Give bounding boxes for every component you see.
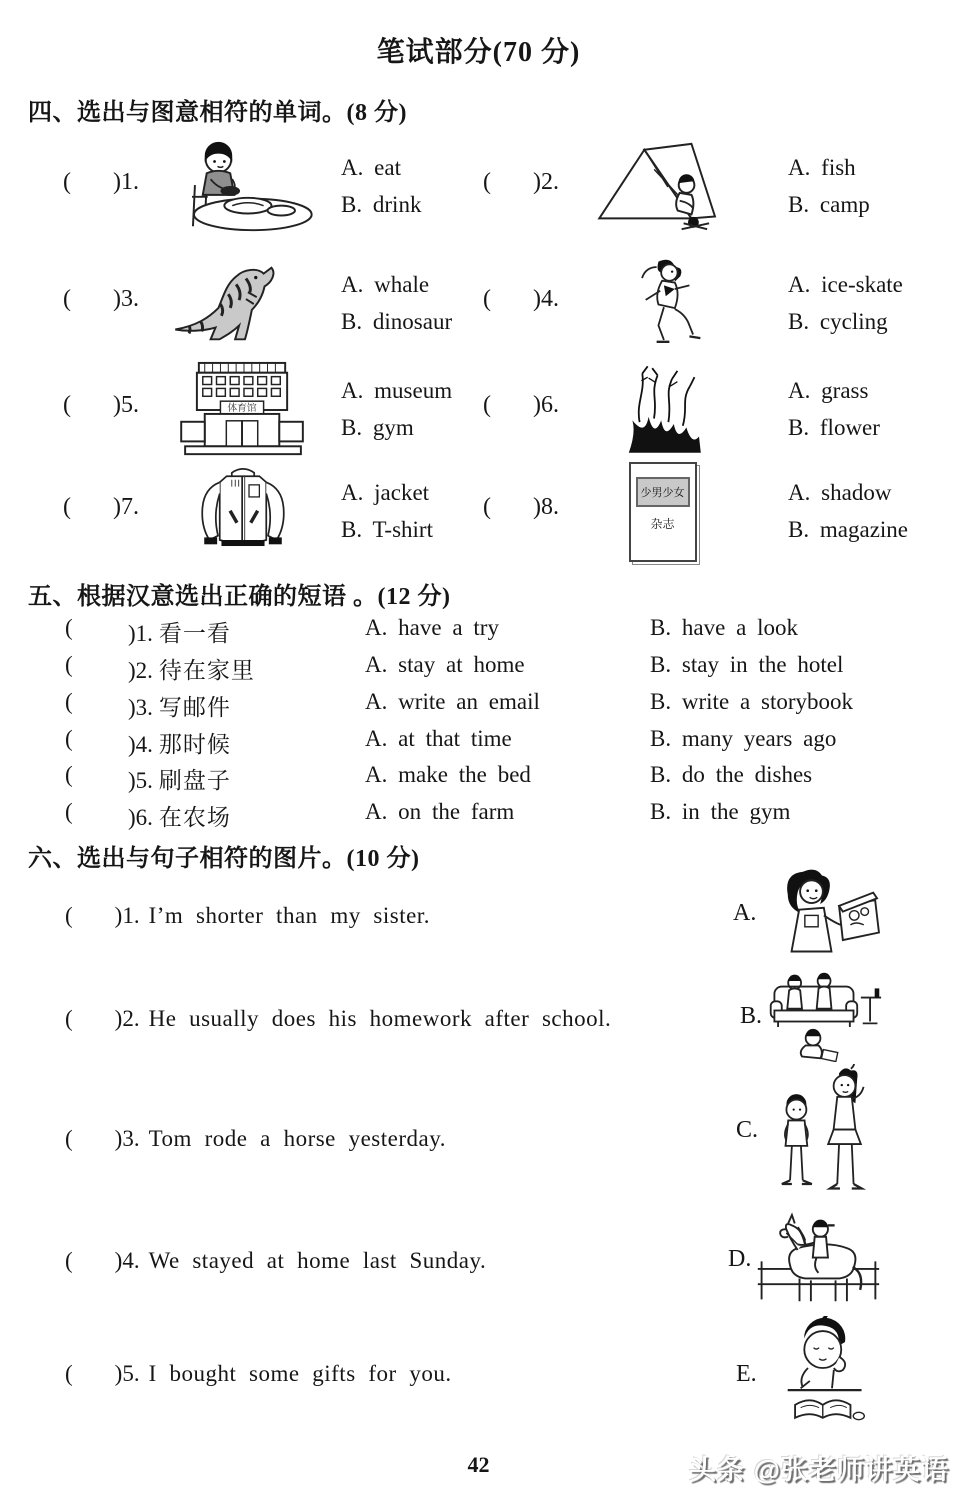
answer-blank xyxy=(63,392,139,419)
option-a: A. jacket xyxy=(341,480,430,505)
answer-blank-open: ( xyxy=(65,1361,73,1386)
sentence: I bought some gifts for you. xyxy=(148,1361,452,1386)
option-b: B. write a storybook xyxy=(650,689,853,714)
s5-question-4 xyxy=(0,726,957,760)
s5-question-6 xyxy=(0,799,957,833)
options xyxy=(341,474,433,548)
option-b: B. do the dishes xyxy=(650,762,813,787)
options xyxy=(788,372,880,446)
section4-heading: 四、选出与图意相符的单词。(8 分) xyxy=(28,100,407,126)
s4-question-5 xyxy=(63,356,533,466)
picture-option-d xyxy=(728,1212,882,1307)
answer-blank-open: ( xyxy=(483,286,491,312)
answer-blank-open: ( xyxy=(65,1248,73,1273)
boy-eating-illustration xyxy=(155,135,330,239)
answer-blank-open: ( xyxy=(63,169,71,195)
option-a: A. fish xyxy=(788,155,856,180)
magazine-illustration xyxy=(575,460,750,564)
options xyxy=(341,266,452,340)
question-number: )5. xyxy=(113,392,139,418)
dinosaur-illustration xyxy=(155,252,330,356)
answer-blank-open: ( xyxy=(483,494,491,520)
answer-blank-open: ( xyxy=(65,1006,73,1031)
magazine-cover-subtitle: 杂志 xyxy=(650,517,675,531)
gym-building-illustration xyxy=(155,358,330,462)
grass-illustration xyxy=(575,358,750,462)
option-b: B. dinosaur xyxy=(341,309,453,334)
option-a: A. museum xyxy=(341,378,453,403)
answer-blank-open: ( xyxy=(65,799,73,824)
question-number-and-chinese: )3. 写邮件 xyxy=(128,695,231,720)
answer-blank-open: ( xyxy=(65,762,73,787)
question-number: )3. xyxy=(114,1126,140,1151)
answer-blank-open: ( xyxy=(65,652,73,677)
s5-question-1 xyxy=(0,615,957,649)
options xyxy=(341,372,452,446)
section6-heading: 六、选出与句子相符的图片。(10 分) xyxy=(28,846,420,872)
camping-tent-illustration xyxy=(575,135,750,239)
options xyxy=(788,266,903,340)
chinese-phrase: 在农场 xyxy=(158,805,231,830)
option-a: A. on the farm xyxy=(365,799,515,824)
s4-question-4 xyxy=(483,250,953,360)
sentence: We stayed at home last Sunday. xyxy=(148,1248,487,1273)
option-a: A. whale xyxy=(341,272,430,297)
s6-question-2 xyxy=(65,1006,611,1032)
answer-blank-open: ( xyxy=(63,392,71,418)
picture-option-b xyxy=(740,970,885,1062)
picture-option-c xyxy=(736,1064,879,1196)
option-b: B. in the gym xyxy=(650,799,791,824)
jacket-illustration xyxy=(155,460,330,564)
s6-question-1 xyxy=(65,903,430,929)
question-number-and-chinese: )1. 看一看 xyxy=(128,621,231,646)
option-b: B. have a look xyxy=(650,615,799,640)
watermark: 头条 @张老师讲英语 xyxy=(689,1455,949,1485)
option-a: A. ice-skate xyxy=(788,272,903,297)
answer-blank xyxy=(483,286,559,313)
question-number: )6. xyxy=(533,392,559,418)
s4-question-6 xyxy=(483,356,953,466)
answer-blank xyxy=(483,169,559,196)
answer-blank-open: ( xyxy=(65,689,73,714)
answer-blank-open: ( xyxy=(65,615,73,640)
s4-question-2 xyxy=(483,133,953,243)
answer-blank-open: ( xyxy=(483,169,491,195)
option-a: A. eat xyxy=(341,155,401,180)
chinese-phrase: 刷盘子 xyxy=(158,768,231,793)
answer-blank-open: ( xyxy=(65,903,73,928)
options xyxy=(788,474,908,548)
s5-question-3 xyxy=(0,689,957,723)
question-number-and-chinese: )5. 刷盘子 xyxy=(128,768,231,793)
picture-letter: A. xyxy=(733,900,757,926)
option-a: A. shadow xyxy=(788,480,892,505)
family-on-sofa-illustration xyxy=(765,970,885,1062)
gym-sign-text: 体育馆 xyxy=(226,402,257,414)
answer-blank-open: ( xyxy=(63,494,71,520)
chinese-phrase: 看一看 xyxy=(158,621,231,646)
option-b: B. camp xyxy=(788,192,870,217)
page-title: 笔试部分(70 分) xyxy=(376,37,581,68)
sentence: He usually does his homework after school. xyxy=(148,1006,612,1031)
answer-blank xyxy=(483,494,559,521)
girl-ice-skating-illustration xyxy=(575,252,750,356)
s4-question-1 xyxy=(63,133,533,243)
s4-question-8 xyxy=(483,458,953,568)
option-a: A. grass xyxy=(788,378,869,403)
option-b: B. magazine xyxy=(788,517,909,542)
child-doing-homework-illustration xyxy=(760,1316,880,1432)
option-b: B. stay in the hotel xyxy=(650,652,844,677)
question-number: )5. xyxy=(114,1361,140,1386)
options xyxy=(788,149,870,223)
answer-blank-open: ( xyxy=(65,1126,73,1151)
option-a: A. write an email xyxy=(365,689,540,714)
option-b: B. T-shirt xyxy=(341,517,433,542)
chinese-phrase: 那时候 xyxy=(158,732,231,757)
answer-blank xyxy=(63,286,139,313)
option-a: A. at that time xyxy=(365,726,512,751)
magazine-cover-title: 少男少女 xyxy=(636,477,690,507)
question-number: )1. xyxy=(113,169,139,195)
option-b: B. flower xyxy=(788,415,880,440)
picture-letter: C. xyxy=(736,1116,759,1143)
option-a: A. stay at home xyxy=(365,652,525,677)
answer-blank-open: ( xyxy=(483,392,491,418)
s5-question-5 xyxy=(0,762,957,796)
magazine-cover xyxy=(629,462,697,562)
chinese-phrase: 待在家里 xyxy=(158,658,255,683)
question-number: )2. xyxy=(114,1006,140,1031)
rider-on-horse-illustration xyxy=(754,1212,882,1307)
options xyxy=(341,149,421,223)
option-b: B. gym xyxy=(341,415,414,440)
s4-question-3 xyxy=(63,250,533,360)
answer-blank xyxy=(63,494,139,521)
short-boy-and-tall-girl-illustration xyxy=(761,1064,879,1196)
question-number: )4. xyxy=(114,1248,140,1273)
question-number-and-chinese: )6. 在农场 xyxy=(128,805,231,830)
question-number-and-chinese: )4. 那时候 xyxy=(128,732,231,757)
question-number: )7. xyxy=(113,494,139,520)
option-a: A. have a try xyxy=(365,615,499,640)
answer-blank xyxy=(63,169,139,196)
woman-with-gift-box-illustration xyxy=(759,866,883,961)
option-b: B. many years ago xyxy=(650,726,837,751)
answer-blank-open: ( xyxy=(63,286,71,312)
sentence: I’m shorter than my sister. xyxy=(148,903,430,928)
question-number: )4. xyxy=(533,286,559,312)
sentence: Tom rode a horse yesterday. xyxy=(148,1126,446,1151)
picture-letter: E. xyxy=(736,1360,757,1387)
answer-blank xyxy=(483,392,559,419)
question-number: )2. xyxy=(533,169,559,195)
picture-option-e xyxy=(736,1316,880,1432)
option-b: B. cycling xyxy=(788,309,888,334)
page-number: 42 xyxy=(467,1452,490,1477)
s6-question-3 xyxy=(65,1126,446,1152)
question-number: )1. xyxy=(114,903,140,928)
question-number: )3. xyxy=(113,286,139,312)
s6-question-4 xyxy=(65,1248,486,1274)
s5-question-2 xyxy=(0,652,957,686)
picture-letter: B. xyxy=(740,1002,763,1029)
question-number: )8. xyxy=(533,494,559,520)
s4-question-7 xyxy=(63,458,533,568)
option-a: A. make the bed xyxy=(365,762,531,787)
chinese-phrase: 写邮件 xyxy=(158,695,231,720)
answer-blank-open: ( xyxy=(65,726,73,751)
picture-letter: D. xyxy=(728,1246,752,1272)
option-b: B. drink xyxy=(341,192,422,217)
s6-question-5 xyxy=(65,1361,452,1387)
section5-heading: 五、根据汉意选出正确的短语 。(12 分) xyxy=(28,584,451,610)
question-number-and-chinese: )2. 待在家里 xyxy=(128,658,255,683)
picture-option-a xyxy=(733,866,883,961)
